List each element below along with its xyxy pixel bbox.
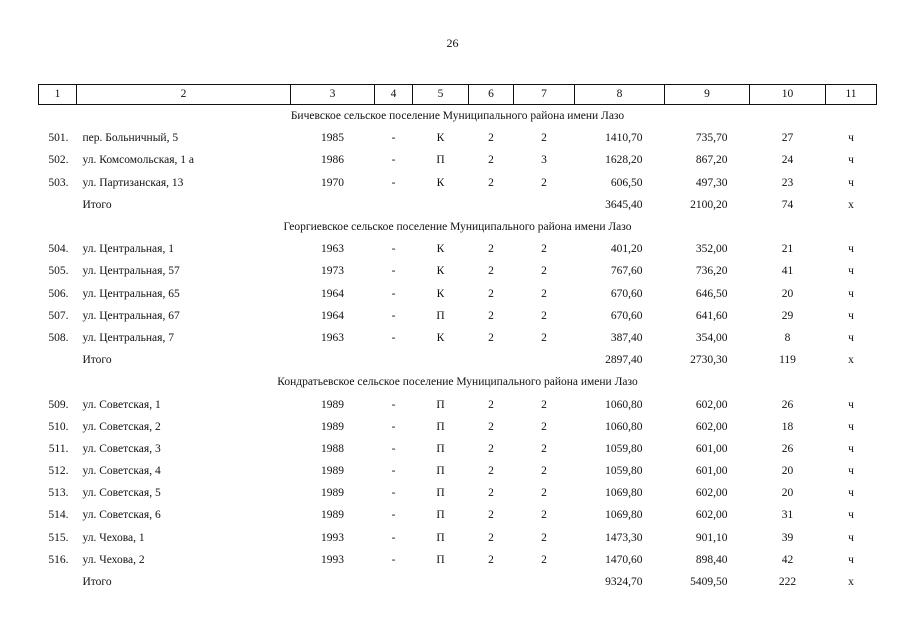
col11-cell: ч (848, 154, 854, 167)
year-cell: 1963 (321, 243, 344, 256)
table-row (39, 127, 877, 149)
col6-cell: 2 (488, 420, 494, 433)
empty-cell (291, 349, 375, 371)
address-cell: ул. Комсомольская, 1 а (82, 154, 195, 167)
living-area-sum: 5409,50 (690, 576, 728, 589)
empty-cell (413, 194, 469, 216)
table-row (39, 149, 877, 171)
row-number-cell: 505. (48, 265, 69, 278)
address-cell: пер. Больничный, 5 (82, 132, 179, 145)
col4-cell: - (391, 331, 396, 344)
material-cell: П (436, 509, 445, 522)
col6-cell: 2 (488, 132, 494, 145)
address-cell: ул. Центральная, 65 (82, 287, 180, 300)
column-number-cell: 7 (514, 85, 575, 105)
living-area-cell: 867,20 (695, 154, 728, 167)
col7-cell: 3 (541, 154, 547, 167)
col6-cell: 2 (488, 465, 494, 478)
col11-cell: х (848, 354, 854, 367)
empty-cell (291, 194, 375, 216)
col4-cell: - (391, 465, 396, 478)
residents-cell: 20 (781, 487, 794, 500)
living-area-cell: 602,00 (695, 398, 728, 411)
table-row (39, 460, 877, 482)
total-area-cell: 1410,70 (605, 132, 643, 145)
living-area-cell: 497,30 (695, 176, 728, 189)
table-row (39, 504, 877, 526)
row-number-cell: 507. (48, 309, 69, 322)
col11-cell: ч (848, 176, 854, 189)
empty-cell (413, 571, 469, 593)
table-row (39, 172, 877, 194)
column-number-cell: 4 (375, 85, 413, 105)
row-number-cell: 513. (48, 487, 69, 500)
address-cell: ул. Советская, 4 (82, 465, 161, 478)
empty-cell (375, 349, 413, 371)
col6-cell: 2 (488, 331, 494, 344)
col6-cell: 2 (488, 265, 494, 278)
residents-cell: 20 (781, 465, 794, 478)
col11-cell: ч (848, 265, 854, 278)
col4-cell: - (391, 132, 396, 145)
col7-cell: 2 (541, 287, 547, 300)
col4-cell: - (391, 243, 396, 256)
col4-cell: - (391, 442, 396, 455)
col11-cell: ч (848, 531, 854, 544)
col11-cell: ч (848, 243, 854, 256)
empty-cell (413, 349, 469, 371)
year-cell: 1993 (321, 531, 344, 544)
residents-cell: 39 (781, 531, 794, 544)
col6-cell: 2 (488, 487, 494, 500)
year-cell: 1989 (321, 398, 344, 411)
residents-cell: 42 (781, 553, 794, 566)
empty-cell (375, 194, 413, 216)
col6-cell: 2 (488, 176, 494, 189)
total-area-cell: 670,60 (610, 287, 643, 300)
material-cell: П (436, 398, 445, 411)
col4-cell: - (391, 309, 396, 322)
living-area-sum: 2730,30 (690, 354, 728, 367)
row-number-cell: 504. (48, 243, 69, 256)
col4-cell: - (391, 265, 396, 278)
material-cell: П (436, 420, 445, 433)
col6-cell: 2 (488, 287, 494, 300)
empty-cell (291, 571, 375, 593)
section-heading-row (39, 216, 877, 238)
year-cell: 1963 (321, 331, 344, 344)
col7-cell: 2 (541, 398, 547, 411)
table-row (39, 283, 877, 305)
year-cell: 1989 (321, 509, 344, 522)
table-row (39, 393, 877, 415)
residents-cell: 26 (781, 442, 794, 455)
material-cell: К (436, 287, 445, 300)
material-cell: П (436, 465, 445, 478)
empty-cell (469, 571, 514, 593)
material-cell: К (436, 176, 445, 189)
address-cell: ул. Чехова, 1 (82, 531, 145, 544)
address-cell: ул. Центральная, 67 (82, 309, 180, 322)
material-cell: П (436, 553, 445, 566)
living-area-cell: 602,00 (695, 420, 728, 433)
total-row (39, 194, 877, 216)
row-number-cell: 514. (48, 509, 69, 522)
col6-cell: 2 (488, 531, 494, 544)
residents-cell: 41 (781, 265, 794, 278)
year-cell: 1970 (321, 176, 344, 189)
col7-cell: 2 (541, 243, 547, 256)
column-number-cell: 10 (750, 85, 826, 105)
page-number: 26 (446, 36, 459, 50)
row-number-cell: 512. (48, 465, 69, 478)
total-label: Итого (82, 198, 112, 211)
col11-cell: ч (848, 309, 854, 322)
column-number-cell: 1 (39, 85, 77, 105)
total-area-cell: 1059,80 (605, 442, 643, 455)
total-label: Итого (82, 354, 112, 367)
residents-cell: 23 (781, 176, 794, 189)
col11-cell: ч (848, 442, 854, 455)
living-area-cell: 601,00 (695, 442, 728, 455)
living-area-cell: 602,00 (695, 487, 728, 500)
col4-cell: - (391, 487, 396, 500)
row-number-cell: 516. (48, 553, 69, 566)
col4-cell: - (391, 398, 396, 411)
col4-cell: - (391, 553, 396, 566)
col7-cell: 2 (541, 509, 547, 522)
total-area-cell: 1060,80 (605, 398, 643, 411)
material-cell: К (436, 243, 445, 256)
row-number-cell: 510. (48, 420, 69, 433)
col6-cell: 2 (488, 509, 494, 522)
buildings-table (38, 84, 877, 593)
section-heading-row (39, 371, 877, 393)
material-cell: П (436, 487, 445, 500)
residents-cell: 21 (781, 243, 794, 256)
material-cell: К (436, 265, 445, 278)
col11-cell: ч (848, 420, 854, 433)
address-cell: ул. Советская, 6 (82, 509, 161, 522)
total-area-cell: 1060,80 (605, 420, 643, 433)
row-number-cell: 515. (48, 531, 69, 544)
total-area-cell: 1628,20 (605, 154, 643, 167)
col4-cell: - (391, 287, 396, 300)
living-area-cell: 354,00 (695, 331, 728, 344)
column-number-cell: 5 (413, 85, 469, 105)
col7-cell: 2 (541, 465, 547, 478)
residents-cell: 24 (781, 154, 794, 167)
living-area-cell: 602,00 (695, 509, 728, 522)
address-cell: ул. Центральная, 7 (82, 331, 174, 344)
total-area-sum: 9324,70 (605, 576, 643, 589)
table-row (39, 527, 877, 549)
col7-cell: 2 (541, 553, 547, 566)
address-cell: ул. Советская, 1 (82, 398, 161, 411)
col7-cell: 2 (541, 442, 547, 455)
total-area-cell: 1470,60 (605, 553, 643, 566)
empty-cell (39, 194, 77, 216)
row-number-cell: 502. (48, 154, 69, 167)
col6-cell: 2 (488, 309, 494, 322)
column-number-cell: 2 (77, 85, 291, 105)
total-label: Итого (82, 576, 112, 589)
table-row (39, 260, 877, 282)
total-row (39, 349, 877, 371)
row-number-cell: 503. (48, 176, 69, 189)
section-heading-row (39, 105, 877, 128)
material-cell: П (436, 531, 445, 544)
column-number-cell: 6 (469, 85, 514, 105)
col11-cell: ч (848, 331, 854, 344)
col7-cell: 2 (541, 309, 547, 322)
column-number-cell: 11 (826, 85, 877, 105)
residents-cell: 31 (781, 509, 794, 522)
year-cell: 1964 (321, 309, 344, 322)
col6-cell: 2 (488, 442, 494, 455)
total-area-cell: 1069,80 (605, 509, 643, 522)
living-area-cell: 352,00 (695, 243, 728, 256)
section-title: Бичевское сельское поселение Муниципального района имени Лазо (290, 110, 625, 123)
residents-sum: 119 (779, 354, 796, 367)
total-area-cell: 401,20 (610, 243, 643, 256)
empty-cell (514, 349, 575, 371)
living-area-sum: 2100,20 (690, 198, 728, 211)
col7-cell: 2 (541, 531, 547, 544)
col7-cell: 2 (541, 487, 547, 500)
residents-sum: 222 (778, 576, 797, 589)
total-area-sum: 2897,40 (605, 354, 643, 367)
col4-cell: - (391, 509, 396, 522)
column-numbers-row (39, 85, 877, 105)
col11-cell: ч (848, 553, 854, 566)
col6-cell: 2 (488, 243, 494, 256)
section-title: Кондратьевское сельское поселение Муниципального района имени Лазо (277, 376, 638, 389)
address-cell: ул. Советская, 2 (82, 420, 161, 433)
row-number-cell: 509. (48, 398, 69, 411)
year-cell: 1973 (321, 265, 344, 278)
col6-cell: 2 (488, 553, 494, 566)
year-cell: 1989 (321, 487, 344, 500)
row-number-cell: 501. (48, 132, 69, 145)
column-number-cell: 9 (665, 85, 750, 105)
material-cell: П (436, 442, 445, 455)
total-area-cell: 387,40 (610, 331, 643, 344)
living-area-cell: 736,20 (695, 265, 728, 278)
col11-cell: ч (848, 487, 854, 500)
year-cell: 1993 (321, 553, 344, 566)
material-cell: П (436, 309, 445, 322)
total-row (39, 571, 877, 593)
row-number-cell: 511. (48, 442, 69, 455)
living-area-cell: 641,60 (695, 309, 728, 322)
col4-cell: - (391, 531, 396, 544)
total-area-cell: 670,60 (610, 309, 643, 322)
year-cell: 1964 (321, 287, 344, 300)
year-cell: 1986 (321, 154, 344, 167)
col11-cell: ч (848, 287, 854, 300)
living-area-cell: 646,50 (695, 287, 728, 300)
table-row (39, 549, 877, 571)
col7-cell: 2 (541, 265, 547, 278)
row-number-cell: 508. (48, 331, 69, 344)
residents-cell: 20 (781, 287, 794, 300)
col11-cell: ч (848, 398, 854, 411)
row-number-cell: 506. (48, 287, 69, 300)
residents-sum: 74 (781, 198, 794, 211)
total-area-cell: 1473,30 (605, 531, 643, 544)
section-title: Георгиевское сельское поселение Муниципального района имени Лазо (283, 221, 632, 234)
table-body (39, 85, 877, 594)
residents-cell: 8 (784, 331, 791, 344)
year-cell: 1985 (321, 132, 344, 145)
empty-cell (514, 194, 575, 216)
address-cell: ул. Советская, 5 (82, 487, 161, 500)
col6-cell: 2 (488, 154, 494, 167)
col7-cell: 2 (541, 176, 547, 189)
col11-cell: х (848, 576, 854, 589)
material-cell: П (436, 154, 445, 167)
empty-cell (469, 194, 514, 216)
total-area-sum: 3645,40 (605, 198, 643, 211)
material-cell: К (436, 331, 445, 344)
address-cell: ул. Центральная, 1 (82, 243, 174, 256)
col11-cell: ч (848, 465, 854, 478)
residents-cell: 29 (781, 309, 794, 322)
living-area-cell: 901,10 (695, 531, 728, 544)
year-cell: 1989 (321, 420, 344, 433)
col6-cell: 2 (488, 398, 494, 411)
empty-cell (39, 571, 77, 593)
living-area-cell: 601,00 (695, 465, 728, 478)
col7-cell: 2 (541, 420, 547, 433)
total-area-cell: 606,50 (610, 176, 643, 189)
table-row (39, 482, 877, 504)
total-area-cell: 1059,80 (605, 465, 643, 478)
living-area-cell: 898,40 (695, 553, 728, 566)
residents-cell: 18 (781, 420, 794, 433)
total-area-cell: 767,60 (610, 265, 643, 278)
total-area-cell: 1069,80 (605, 487, 643, 500)
table-row (39, 238, 877, 260)
empty-cell (514, 571, 575, 593)
column-number-cell: 8 (575, 85, 665, 105)
address-cell: ул. Советская, 3 (82, 442, 161, 455)
col4-cell: - (391, 420, 396, 433)
column-number-cell: 3 (291, 85, 375, 105)
address-cell: ул. Партизанская, 13 (82, 176, 184, 189)
col11-cell: ч (848, 132, 854, 145)
year-cell: 1988 (321, 442, 344, 455)
col11-cell: ч (848, 509, 854, 522)
address-cell: ул. Центральная, 57 (82, 265, 180, 278)
table-row (39, 305, 877, 327)
table-row (39, 438, 877, 460)
col7-cell: 2 (541, 132, 547, 145)
living-area-cell: 735,70 (695, 132, 728, 145)
col11-cell: х (848, 198, 854, 211)
table-row (39, 416, 877, 438)
year-cell: 1989 (321, 465, 344, 478)
address-cell: ул. Чехова, 2 (82, 553, 145, 566)
empty-cell (39, 349, 77, 371)
residents-cell: 27 (781, 132, 794, 145)
table-row (39, 327, 877, 349)
col4-cell: - (391, 176, 396, 189)
col4-cell: - (391, 154, 396, 167)
residents-cell: 26 (781, 398, 794, 411)
material-cell: К (436, 132, 445, 145)
empty-cell (375, 571, 413, 593)
col7-cell: 2 (541, 331, 547, 344)
empty-cell (469, 349, 514, 371)
